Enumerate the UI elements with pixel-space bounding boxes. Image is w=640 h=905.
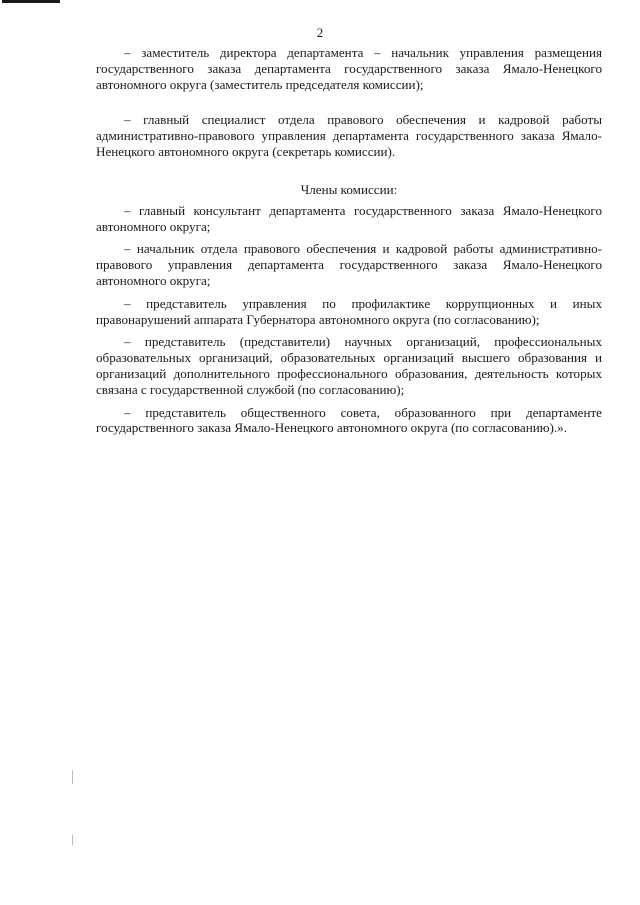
member-item: – главный консультант департамента государственного заказа Ямало-Ненецкого автономного округа; xyxy=(96,202,602,234)
document-body xyxy=(96,45,602,436)
scan-speck xyxy=(72,835,73,845)
member-item: – представитель общественного совета, образованного при департаменте государственного заказа Ямало-Ненецкого автономного округа (по согласованию).». xyxy=(96,404,602,436)
member-item: – представитель управления по профилактике коррупционных и иных правонарушений аппарата Губернатора автономного округа (по согласованию); xyxy=(96,295,602,327)
scan-edge-mark xyxy=(2,0,60,3)
scan-speck xyxy=(72,770,73,784)
members-heading: Члены комиссии: xyxy=(300,181,398,197)
member-item: – представитель (представители) научных организаций, профессиональных образовательных организаций, образовательных организаций высшего образования и организаций дополнительного профессионального образования, деятельность которых связана с государственной службой (по согласованию); xyxy=(96,334,602,397)
paragraph-secretary: – главный специалист отдела правового обеспечения и кадровой работы административно-правового управления департамента государственного заказа Ямало-Ненецкого автономного округа (секретарь комиссии). xyxy=(96,112,602,159)
page-number: 2 xyxy=(316,25,324,40)
member-item: – начальник отдела правового обеспечения и кадровой работы административно-правового управления департамента государственного заказа Ямало-Ненецкого автономного округа; xyxy=(96,241,602,288)
paragraph-deputy-chairman: – заместитель директора департамента – начальник управления размещения государственного заказа департамента государственного заказа Ямало-Ненецкого автономного округа (заместитель председателя комиссии); xyxy=(96,45,602,92)
